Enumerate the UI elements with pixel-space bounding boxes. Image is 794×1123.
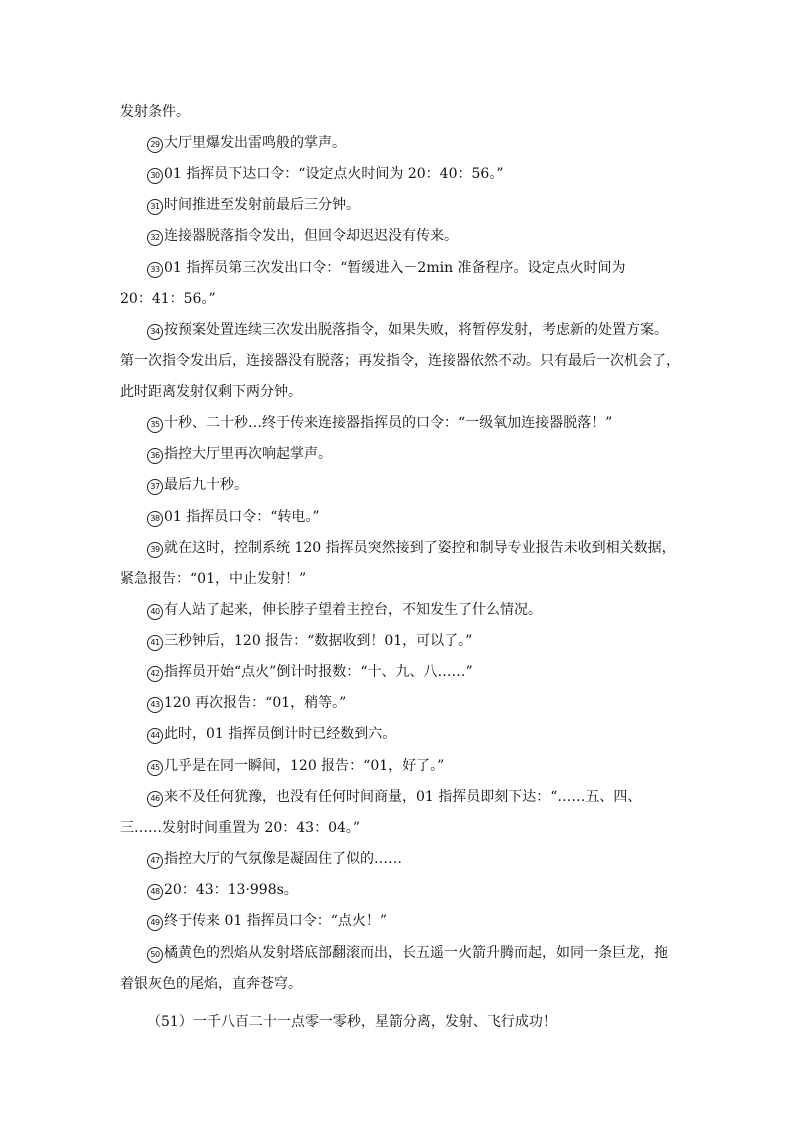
paragraph-text: 十秒、二十秒…终于传来连接器指挥员的口令：“一级氧加连接器脱落！” xyxy=(164,415,613,431)
paragraph-text: 第一次指令发出后，连接器没有脱落；再发指令，连接器依然不动。只有最后一次机会了， xyxy=(120,353,680,369)
paragraph-text: 橘黄色的烈焰从发射塔底部翻滚而出，长五遥一火箭升腾而起，如同一条巨龙，拖 xyxy=(164,945,668,961)
paragraph-46-continued xyxy=(120,814,680,843)
paragraph-39 xyxy=(120,534,680,563)
paragraph-text: 就在这时，控制系统 120 指挥员突然接到了姿控和制导专业报告未收到相关数据， xyxy=(164,540,676,556)
paragraph-number-37: 37 xyxy=(147,479,163,495)
paragraph-text: 有人站了起来，伸长脖子望着主控台，不知发生了什么情况。 xyxy=(164,602,542,618)
paragraph-47 xyxy=(120,845,680,874)
paragraph-text: 来不及任何犹豫，也没有任何时间商量，01 指挥员即刻下达：“……五、四、 xyxy=(164,789,642,805)
paragraph-34-continued xyxy=(120,378,680,407)
paragraph-31 xyxy=(120,191,680,220)
paragraph-number-42: 42 xyxy=(147,666,163,682)
paragraph-number-48: 48 xyxy=(147,884,163,900)
paragraph-text: （51）一千八百二十一点零一零秒，星箭分离，发射、飞行成功！ xyxy=(147,1014,557,1030)
paragraph-number-32: 32 xyxy=(147,230,163,246)
paragraph-29 xyxy=(120,129,680,158)
paragraph-number-46: 46 xyxy=(147,791,163,807)
paragraph-42 xyxy=(120,658,680,687)
paragraph-39-continued xyxy=(120,565,680,594)
paragraph-number-49: 49 xyxy=(147,915,163,931)
paragraph-34 xyxy=(120,316,680,345)
paragraph-text: 时间推进至发射前最后三分钟。 xyxy=(164,197,360,213)
paragraph-text: 三秒钟后，120 报告：“数据收到！01，可以了。” xyxy=(164,633,473,649)
paragraph-36 xyxy=(120,440,680,469)
paragraph-text: 01 指挥员下达口令：“设定点火时间为 20：40：56。” xyxy=(164,166,504,182)
paragraph-text: 20：43：13·998s。 xyxy=(164,882,298,898)
paragraph-text: 按预案处置连续三次发出脱落指令，如果失败，将暂停发射，考虑新的处置方案。 xyxy=(164,322,668,338)
paragraph-text: 大厅里爆发出雷鸣般的掌声。 xyxy=(164,135,346,151)
paragraph-number-50: 50 xyxy=(147,947,163,963)
paragraph-33-continued xyxy=(120,285,680,314)
paragraph-45 xyxy=(120,752,680,781)
paragraph-37 xyxy=(120,471,680,500)
paragraph-text: 01 指挥员口令：“转电。” xyxy=(164,509,320,525)
paragraph-number-39: 39 xyxy=(147,542,163,558)
paragraph-text: 紧急报告：“01，中止发射！” xyxy=(120,571,307,587)
paragraph-43 xyxy=(120,689,680,718)
paragraph-40 xyxy=(120,596,680,625)
paragraph-number-45: 45 xyxy=(147,760,163,776)
paragraph-text: 此时距离发射仅剩下两分钟。 xyxy=(120,384,302,400)
paragraph-38 xyxy=(120,503,680,532)
paragraph-number-33: 33 xyxy=(147,262,163,278)
paragraph-44 xyxy=(120,720,680,749)
paragraph-50 xyxy=(120,939,680,968)
paragraph-number-36: 36 xyxy=(147,448,163,464)
paragraph-number-30: 30 xyxy=(147,168,163,184)
paragraph-33 xyxy=(120,254,680,283)
paragraph-number-40: 40 xyxy=(147,604,163,620)
paragraph-32 xyxy=(120,222,680,251)
paragraph-number-47: 47 xyxy=(147,853,163,869)
paragraph-41 xyxy=(120,627,680,656)
paragraph-46 xyxy=(120,783,680,812)
paragraph-number-41: 41 xyxy=(147,635,163,651)
paragraph-text: 三……发射时间重置为 20：43：04。” xyxy=(120,820,361,836)
paragraph-text: 发射条件。 xyxy=(120,104,190,120)
paragraph-35 xyxy=(120,409,680,438)
paragraph-text: 最后九十秒。 xyxy=(164,477,248,493)
paragraph-number-31: 31 xyxy=(147,199,163,215)
paragraph-text: 几乎是在同一瞬间，120 报告：“01，好了。” xyxy=(164,758,445,774)
paragraph-number-44: 44 xyxy=(147,728,163,744)
paragraph-48 xyxy=(120,876,680,905)
paragraph-number-29: 29 xyxy=(147,137,163,153)
paragraph-number-35: 35 xyxy=(147,417,163,433)
paragraph-text: 指控大厅里再次响起掌声。 xyxy=(164,446,332,462)
paragraph-text: 指挥员开始“点火”倒计时报数：“十、九、八……” xyxy=(164,664,473,680)
paragraph-34-continued xyxy=(120,347,680,376)
paragraph-number-43: 43 xyxy=(147,697,163,713)
paragraph-text: 连接器脱落指令发出，但回令却迟迟没有传来。 xyxy=(164,228,458,244)
paragraph-text: 20：41：56。” xyxy=(120,291,216,307)
paragraph-28-end xyxy=(120,98,680,127)
paragraph-number-34: 34 xyxy=(147,324,163,340)
paragraph-51 xyxy=(120,1008,680,1037)
paragraph-text: 着银灰色的尾焰，直奔苍穹。 xyxy=(120,976,302,992)
paragraph-text: 指控大厅的气氛像是凝固住了似的…… xyxy=(164,851,402,867)
paragraph-text: 此时，01 指挥员倒计时已经数到六。 xyxy=(164,726,397,742)
paragraph-text: 终于传来 01 指挥员口令：“点火！” xyxy=(164,913,388,929)
paragraph-50-continued xyxy=(120,970,680,999)
paragraph-text: 120 再次报告：“01，稍等。” xyxy=(164,695,347,711)
paragraph-49 xyxy=(120,907,680,936)
paragraph-number-38: 38 xyxy=(147,511,163,527)
paragraph-30 xyxy=(120,160,680,189)
paragraph-text: 01 指挥员第三次发出口令：“暂缓进入－2min 准备程序。设定点火时间为 xyxy=(164,260,626,276)
